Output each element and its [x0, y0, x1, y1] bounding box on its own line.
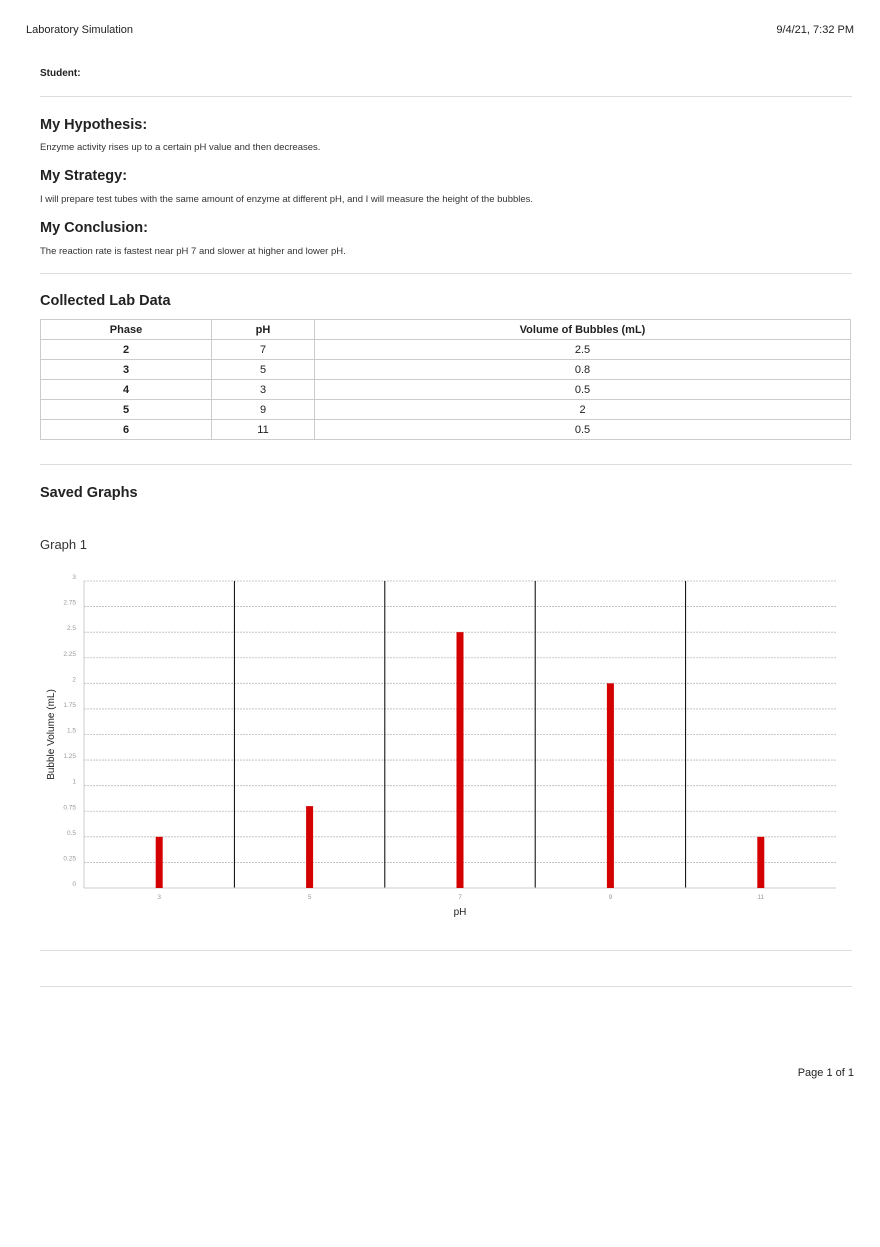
divider	[40, 96, 852, 97]
saved-graphs-heading: Saved Graphs	[40, 485, 138, 501]
strategy-heading: My Strategy:	[40, 168, 128, 184]
y-tick-label: 1	[72, 778, 76, 786]
column-header-ph: pH	[212, 320, 315, 340]
ph-cell: 3	[212, 380, 315, 400]
table-row	[41, 380, 851, 400]
y-tick-label: 0	[72, 881, 76, 888]
column-header-volume: Volume of Bubbles (mL)	[315, 320, 851, 340]
x-tick-label: 7	[458, 894, 462, 901]
conclusion-heading: My Conclusion:	[40, 220, 148, 236]
table-row	[41, 400, 851, 420]
x-tick-label: 9	[608, 894, 613, 901]
lab-data-table	[40, 319, 851, 440]
y-tick-label: 2.25	[63, 650, 76, 658]
phase-cell: 5	[41, 400, 212, 420]
student-label: Student:	[40, 68, 81, 79]
bubble-volume-chart	[40, 566, 840, 926]
y-tick-label: 0.75	[63, 804, 76, 812]
bar	[457, 632, 464, 888]
volume-cell: 2	[315, 400, 851, 420]
phase-cell: 4	[41, 380, 212, 400]
y-tick-label: 2.5	[66, 625, 76, 633]
divider	[40, 950, 852, 951]
phase-cell: 6	[41, 420, 212, 440]
y-tick-label: 2.75	[63, 599, 76, 607]
table-row	[41, 340, 851, 360]
ph-cell: 7	[212, 340, 315, 360]
ph-cell: 9	[212, 400, 315, 420]
divider	[40, 986, 852, 987]
table-header-row	[41, 320, 851, 340]
y-tick-label: 0.25	[63, 855, 76, 863]
strategy-text: I will prepare test tubes with the same amount of enzyme at different pH, and I will measure the height of the bubbles.	[40, 194, 534, 205]
x-tick-label: 3	[157, 894, 162, 901]
page-number: Page 1 of 1	[797, 1067, 854, 1079]
graph-title: Graph 1	[40, 537, 87, 552]
y-tick-label: 3	[72, 574, 76, 581]
volume-cell: 0.5	[315, 420, 851, 440]
volume-cell: 0.8	[315, 360, 851, 380]
volume-cell: 0.5	[315, 380, 851, 400]
y-axis-label: Bubble Volume (mL)	[46, 689, 57, 780]
lab-data-heading: Collected Lab Data	[40, 293, 171, 309]
conclusion-text: The reaction rate is fastest near pH 7 and slower at higher and lower pH.	[40, 246, 346, 257]
phase-cell: 3	[41, 360, 212, 380]
bar	[607, 683, 614, 888]
y-tick-label: 1.75	[63, 701, 76, 709]
y-tick-label: 2	[72, 676, 76, 684]
divider	[40, 273, 852, 274]
table-row	[41, 420, 851, 440]
ph-cell: 11	[212, 420, 315, 440]
y-tick-label: 1.5	[66, 727, 76, 735]
hypothesis-heading: My Hypothesis:	[40, 117, 148, 133]
x-tick-label: 11	[757, 894, 765, 901]
volume-cell: 2.5	[315, 340, 851, 360]
y-tick-label: 1.25	[63, 753, 76, 761]
bar	[156, 837, 163, 888]
hypothesis-text: Enzyme activity rises up to a certain pH value and then decreases.	[40, 142, 321, 153]
bar	[757, 837, 764, 888]
app-title: Laboratory Simulation	[26, 24, 134, 36]
x-tick-label: 5	[307, 894, 312, 901]
table-row	[41, 360, 851, 380]
phase-cell: 2	[41, 340, 212, 360]
ph-cell: 5	[212, 360, 315, 380]
x-axis-label: pH	[453, 907, 467, 918]
print-datetime: 9/4/21, 7:32 PM	[776, 24, 854, 36]
column-header-phase: Phase	[41, 320, 212, 340]
bar	[306, 806, 313, 888]
divider	[40, 464, 852, 465]
y-tick-label: 0.5	[66, 829, 76, 837]
